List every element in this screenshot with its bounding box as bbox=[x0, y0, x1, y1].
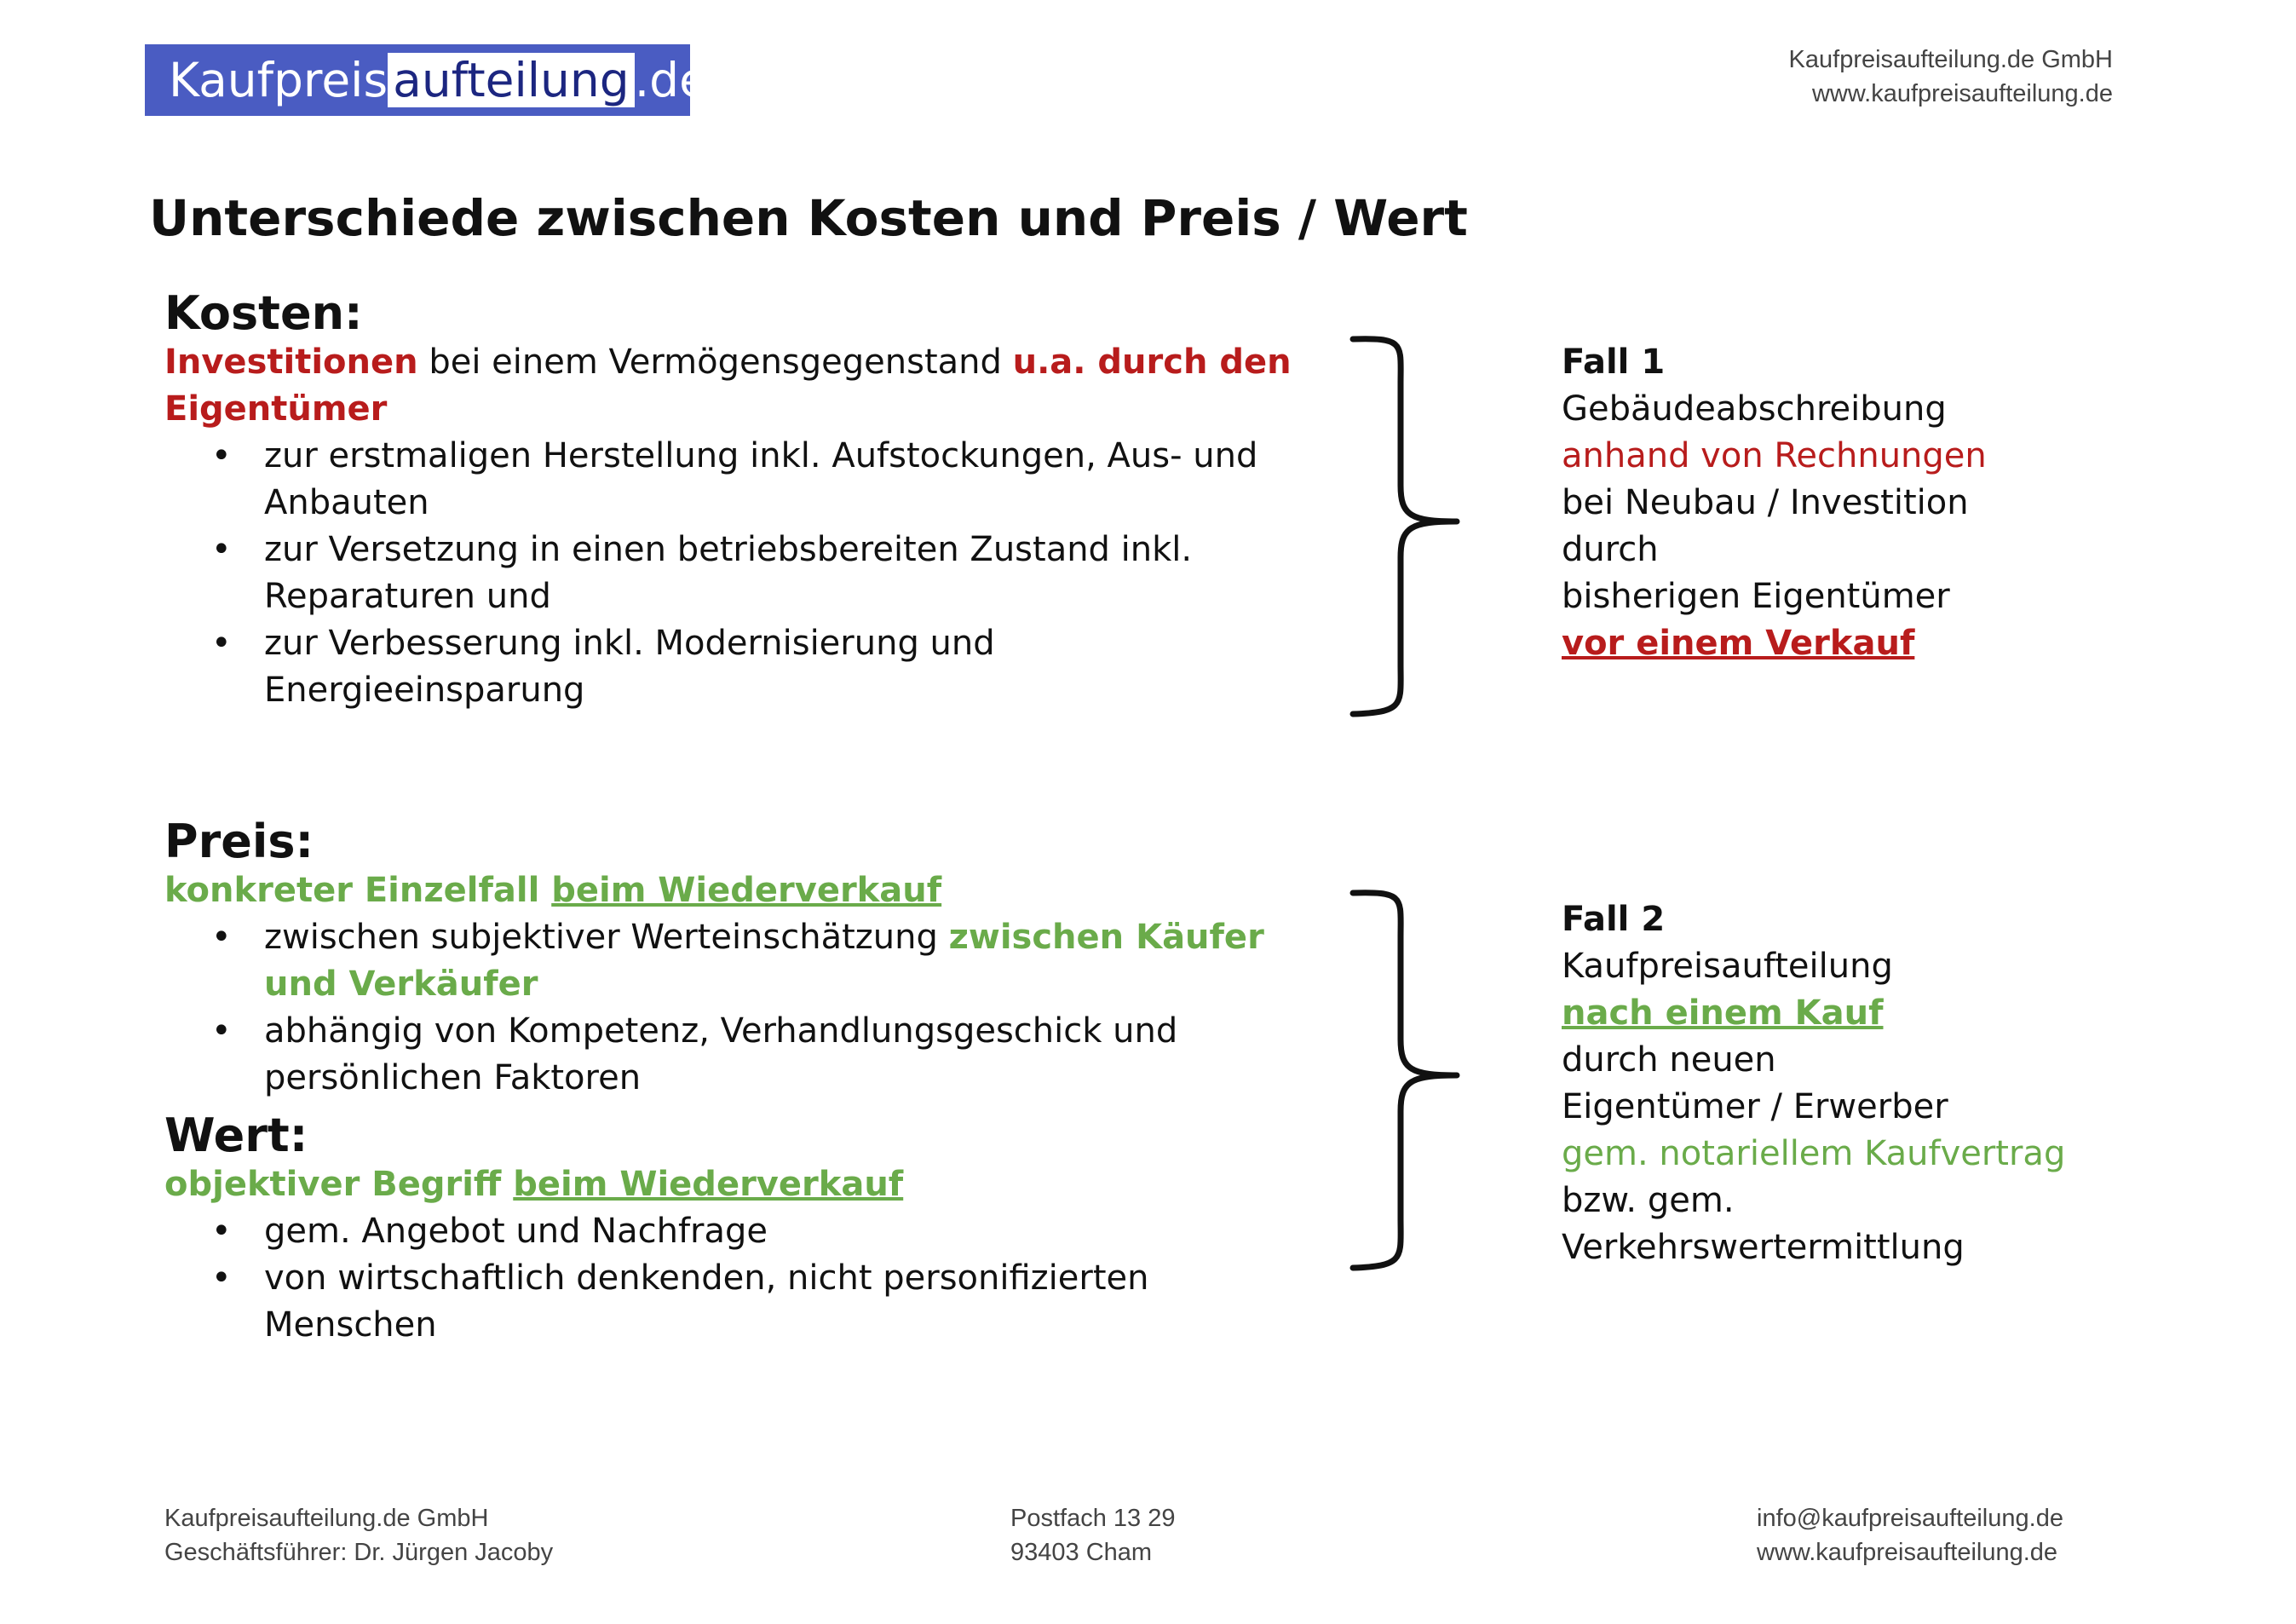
fall-2-line-3: durch neuen bbox=[1562, 1040, 1776, 1080]
kosten-intro bbox=[164, 339, 1298, 433]
footer-right bbox=[1757, 1501, 2063, 1569]
header-website: www.kaufpreisaufteilung.de bbox=[1811, 80, 2113, 107]
fall-1-line-1: Gebäudeabschreibung bbox=[1562, 389, 1947, 429]
brace-icon-preis bbox=[1338, 886, 1465, 1278]
fall-1-line-3: bei Neubau / Investition bbox=[1562, 483, 1969, 522]
fall-2-box bbox=[1562, 896, 2065, 1271]
fall-2-line-5: gem. notariellem Kaufvertrag bbox=[1562, 1134, 2066, 1173]
preis-intro bbox=[164, 867, 1298, 914]
wert-bullet-1: • gem. Angebot und Nachfrage bbox=[164, 1208, 1272, 1255]
page-title: Unterschiede zwischen Kosten und Preis / Wert bbox=[149, 189, 1468, 247]
preis-bullet-1a: zwischen subjektiver Werteinschätzung bbox=[264, 918, 949, 957]
fall-2-line-1: Kaufpreisaufteilung bbox=[1562, 947, 1893, 986]
footer-center bbox=[1010, 1501, 1175, 1569]
footer-manager: Geschäftsführer: Dr. Jürgen Jacoby bbox=[164, 1539, 554, 1566]
kosten-intro-3: u.a. durch den Eigentümer bbox=[164, 343, 1292, 429]
wert-intro-1: objektiver Begriff bbox=[164, 1165, 514, 1204]
preis-bullet-2: • abhängig von Kompetenz, Verhandlungsgeschick und persönlichen Faktoren bbox=[164, 1008, 1272, 1102]
company-logo bbox=[145, 44, 708, 116]
wert-section bbox=[164, 1110, 1298, 1349]
footer-website: www.kaufpreisaufteilung.de bbox=[1757, 1539, 2058, 1566]
fall-1-title: Fall 1 bbox=[1562, 343, 1666, 382]
footer-company: Kaufpreisaufteilung.de GmbH bbox=[164, 1505, 489, 1532]
wert-bullet-list bbox=[164, 1208, 1272, 1349]
footer-postbox: Postfach 13 29 bbox=[1010, 1505, 1176, 1532]
kosten-bullet-3: • zur Verbesserung inkl. Modernisierung und Energieeinsparung bbox=[164, 620, 1272, 714]
fall-1-line-6: vor einem Verkauf bbox=[1562, 624, 1915, 663]
wert-intro-2: beim Wiederverkauf bbox=[513, 1165, 904, 1204]
header-company: Kaufpreisaufteilung.de GmbH bbox=[1788, 46, 2113, 73]
brace-icon-kosten bbox=[1338, 332, 1465, 724]
preis-section bbox=[164, 816, 1298, 1102]
preis-bullet-1 bbox=[164, 914, 1272, 1008]
kosten-heading: Kosten: bbox=[164, 286, 363, 340]
kosten-section bbox=[164, 288, 1298, 714]
kosten-intro-2: bei einem Vermögensgegenstand bbox=[417, 343, 1013, 382]
preis-bullet-1b: zwischen Käufer und Verkäufer bbox=[264, 918, 1264, 1004]
footer-email: info@kaufpreisaufteilung.de bbox=[1757, 1505, 2063, 1532]
logo-part-1: Kaufpreis bbox=[169, 53, 388, 107]
kosten-bullet-2: • zur Versetzung in einen betriebsbereiten Zustand inkl. Reparaturen und bbox=[164, 527, 1272, 620]
fall-2-title: Fall 2 bbox=[1562, 900, 1666, 939]
wert-intro bbox=[164, 1161, 1298, 1208]
fall-1-box bbox=[1562, 339, 1987, 667]
wert-bullet-2: • von wirtschaftlich denkenden, nicht personifizierten Menschen bbox=[164, 1255, 1272, 1349]
preis-intro-1: konkreter Einzelfall bbox=[164, 871, 552, 910]
fall-1-line-5: bisherigen Eigentümer bbox=[1562, 577, 1950, 616]
fall-1-line-2: anhand von Rechnungen bbox=[1562, 436, 1987, 475]
logo-part-3: .de bbox=[634, 53, 708, 107]
fall-1-line-4: durch bbox=[1562, 530, 1659, 569]
header-contact bbox=[1789, 43, 2113, 111]
fall-2-line-4: Eigentümer / Erwerber bbox=[1562, 1087, 1948, 1126]
footer-city: 93403 Cham bbox=[1010, 1539, 1153, 1566]
wert-heading: Wert: bbox=[164, 1109, 308, 1162]
fall-2-line-2: nach einem Kauf bbox=[1562, 993, 1884, 1033]
preis-bullet-list bbox=[164, 914, 1272, 1102]
kosten-bullet-1: • zur erstmaligen Herstellung inkl. Aufstockungen, Aus- und Anbauten bbox=[164, 433, 1272, 527]
kosten-intro-1: Investitionen bbox=[164, 343, 418, 382]
fall-2-line-7: Verkehrswertermittlung bbox=[1562, 1228, 1965, 1267]
logo-part-2: aufteilung bbox=[388, 53, 635, 107]
kosten-bullet-list bbox=[164, 433, 1272, 714]
footer-left bbox=[164, 1501, 553, 1569]
preis-heading: Preis: bbox=[164, 815, 314, 868]
fall-2-line-6: bzw. gem. bbox=[1562, 1181, 1735, 1220]
preis-intro-2: beim Wiederverkauf bbox=[551, 871, 942, 910]
